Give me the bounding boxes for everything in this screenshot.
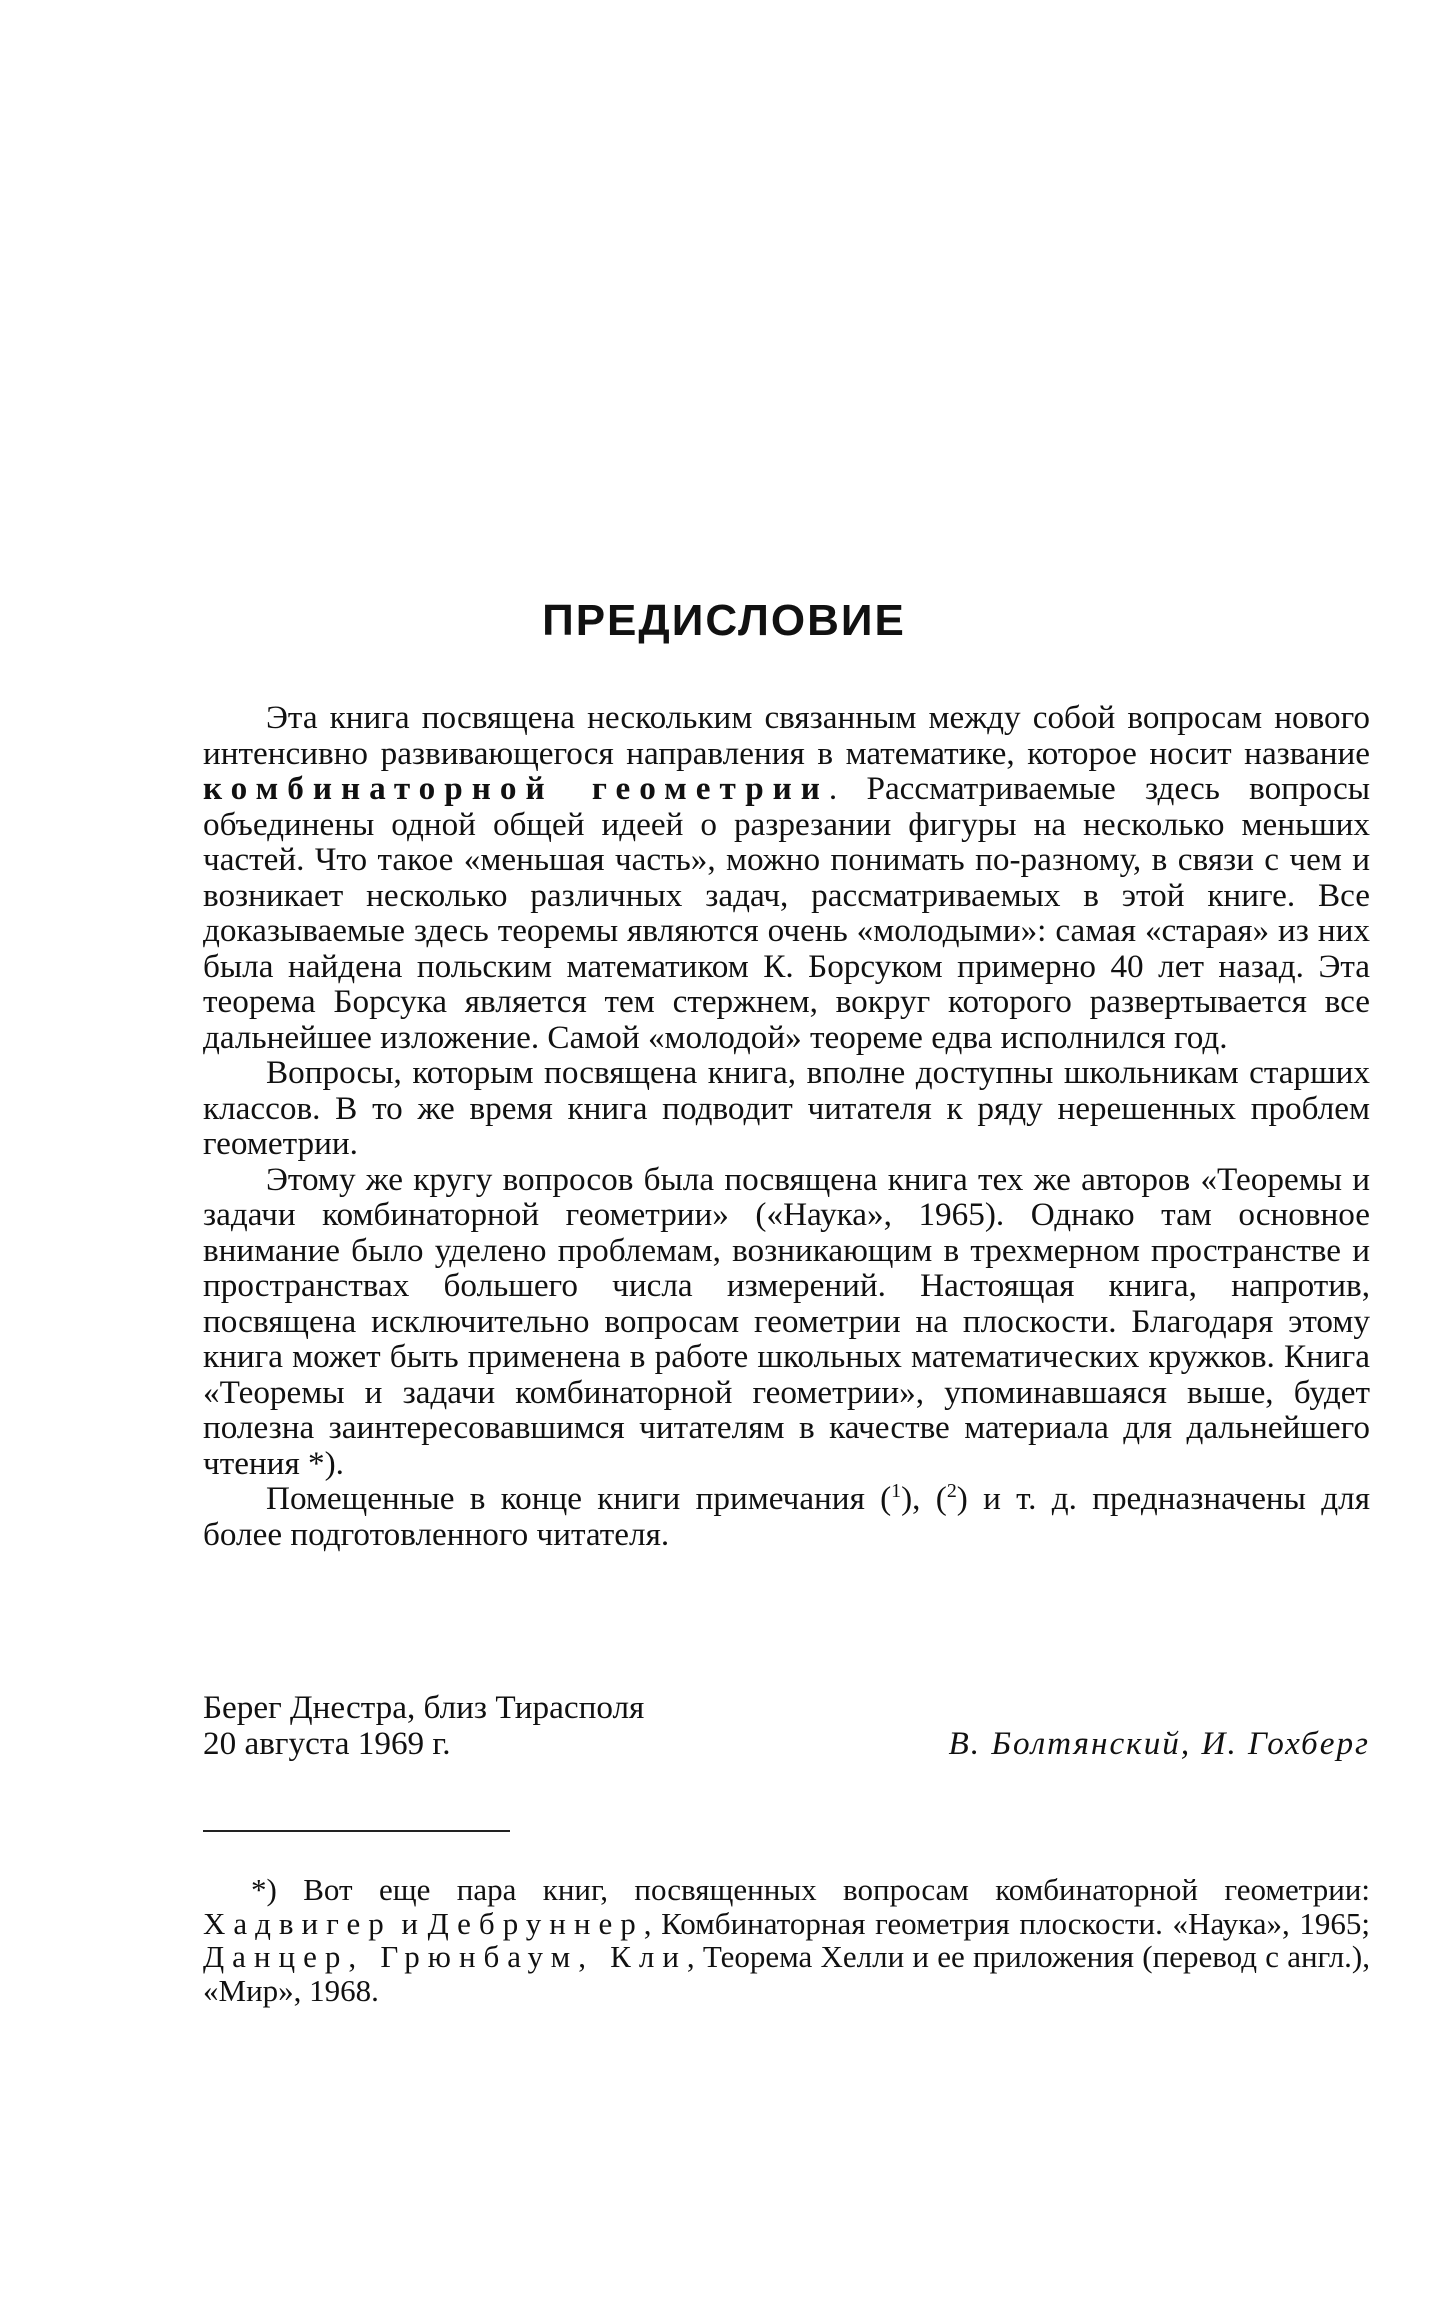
- footnote-text-2: и: [391, 1905, 428, 1941]
- paragraph-4-text-c: ) и т. д. предназначены для более подготовленного читателя.: [203, 1480, 1370, 1553]
- signature-block: [203, 1690, 1370, 1761]
- footnote-text-3: , Комбинаторная геометрия плоскости. «Наука», 1965;: [643, 1905, 1371, 1941]
- footnote-text-1: *) Вот еще пара книг, посвященных вопросам комбинаторной геометрии:: [251, 1872, 1370, 1907]
- page-title: ПРЕДИСЛОВИЕ: [542, 596, 906, 645]
- footnote-author-1: Хадвигер: [203, 1905, 392, 1941]
- paragraph-4-text-b: ), (: [901, 1480, 947, 1517]
- footnote-text-4: , Теорема Хелли и ее приложения (перевод с англ.), «Мир», 1968.: [203, 1939, 1370, 2008]
- footnote: [203, 1873, 1370, 2007]
- paragraph-4-text-a: Помещенные в конце книги примечания (: [266, 1480, 892, 1517]
- footnote-author-2: Дебруннер: [427, 1905, 644, 1941]
- footnote-divider: [203, 1830, 510, 1832]
- footnote-author-3: Данцер, Грюнбаум, Кли: [203, 1939, 687, 1974]
- paragraph-1-text-start: Эта книга посвящена нескольким связанным между собой вопросам нового интенсивно развивающегося направления в математике, которое носит название: [203, 699, 1370, 772]
- signature-authors: В. Болтянский, И. Гохберг: [948, 1724, 1370, 1762]
- note-ref-1: 1: [891, 1479, 902, 1502]
- paragraph-4: [203, 1481, 1370, 1552]
- signature-place: Берег Днестра, близ Тирасполя: [203, 1689, 645, 1726]
- combinatorial-geometry-term: комбинаторной геометрии: [203, 770, 829, 807]
- paragraph-3: Этому же кругу вопросов была посвящена книга тех же авторов «Теоремы и задачи комбинаторной геометрии» («Наука», 1965). Однако там основное внимание было уделено проблемам, возникающим в трехмерном пространстве и пространствах большего числа измерений. Настоящая книга, напротив, посвящена исключительно вопросам геометрии на плоскости. Благодаря этому книга может быть применена в работе школьных математических кружков. Книга «Теоремы и задачи комбинаторной геометрии», упоминавшаяся выше, будет полезна заинтересовавшимся читателям в качестве материала для дальнейшего чтения *).: [203, 1160, 1370, 1482]
- note-ref-2: 2: [946, 1479, 957, 1502]
- paragraph-1: [203, 700, 1370, 1055]
- signature-row: [203, 1726, 1370, 1762]
- preface-body: [203, 700, 1370, 1552]
- paragraph-1-text-end: . Рассматриваемые здесь вопросы объединены одной общей идеей о разрезании фигуры на несколько меньших частей. Что такое «меньшая часть», можно понимать по-разному, в связи с чем и возникает несколько различных задач, рассматриваемых в этой книге. Все доказываемые здесь теоремы являются очень «молодыми»: самая «старая» из них была найдена польским математиком К. Борсуком примерно 40 лет назад. Эта теорема Борсука является тем стержнем, вокруг которого развертывается все дальнейшее изложение. Самой «молодой» теореме едва исполнился год.: [203, 770, 1370, 1056]
- paragraph-2: Вопросы, которым посвящена книга, вполне доступны школьникам старших классов. В то же время книга подводит читателя к ряду нерешенных проблем геометрии.: [203, 1054, 1370, 1162]
- signature-date: 20 августа 1969 г.: [203, 1724, 451, 1762]
